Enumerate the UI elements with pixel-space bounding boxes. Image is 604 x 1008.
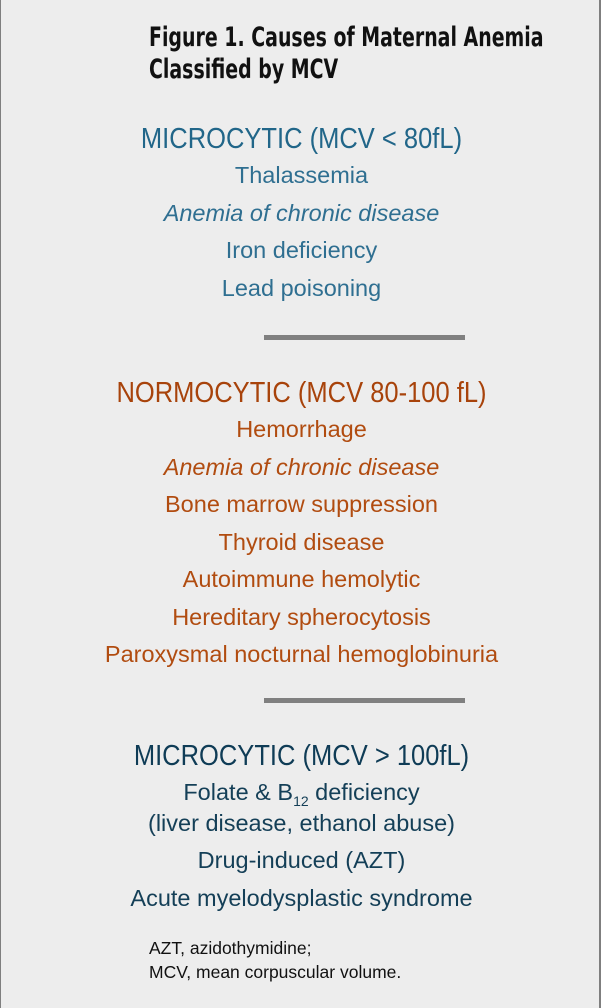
section-heading-normocytic: NORMOCYTIC (MCV 80-100 fL) [116, 377, 487, 409]
section-divider [264, 335, 465, 340]
list-item: Acute myelodysplastic syndrome [130, 884, 473, 911]
folate-prefix: Folate & B [183, 779, 294, 805]
section-heading-microcytic: MICROCYTIC (MCV < 80fL) [140, 123, 463, 155]
list-item: Iron deficiency [225, 237, 378, 263]
list-item-folate-detail: (liver disease, ethanol abuse) [148, 810, 455, 836]
list-item: Lead poisoning [221, 274, 382, 301]
figure-title-line-2: Classified by MCV [149, 54, 339, 85]
list-item-folate [1, 777, 602, 808]
footnote-line-1: AZT, azidothymidine; [149, 938, 312, 958]
list-item: Thyroid disease [218, 528, 385, 555]
section-macrocytic [1, 738, 602, 917]
list-item: Bone marrow suppression [165, 491, 438, 517]
footnote-line-2: MCV, mean corpuscular volume. [149, 962, 402, 982]
figure-title [149, 22, 544, 86]
list-item: Autoimmune hemolytic [182, 566, 421, 592]
list-item: Thalassemia [234, 162, 369, 188]
list-item: Drug-induced (AZT) [197, 847, 406, 873]
list-item: Paroxysmal nocturnal hemoglobinuria [104, 641, 499, 667]
folate-suffix: deficiency [308, 779, 420, 805]
list-item: Anemia of chronic disease [163, 453, 440, 480]
figure-title-line-1: Figure 1. Causes of Maternal Anemia [149, 22, 544, 53]
footnote [149, 936, 401, 984]
list-item: Anemia of chronic disease [163, 199, 440, 226]
list-item: Hemorrhage [236, 416, 367, 442]
section-microcytic [1, 121, 602, 307]
list-item: Hereditary spherocytosis [172, 603, 431, 630]
b12-subscript: 12 [293, 793, 309, 809]
section-divider [264, 698, 465, 703]
section-normocytic [1, 375, 602, 674]
section-heading-macrocytic: MICROCYTIC (MCV > 100fL) [133, 740, 470, 772]
